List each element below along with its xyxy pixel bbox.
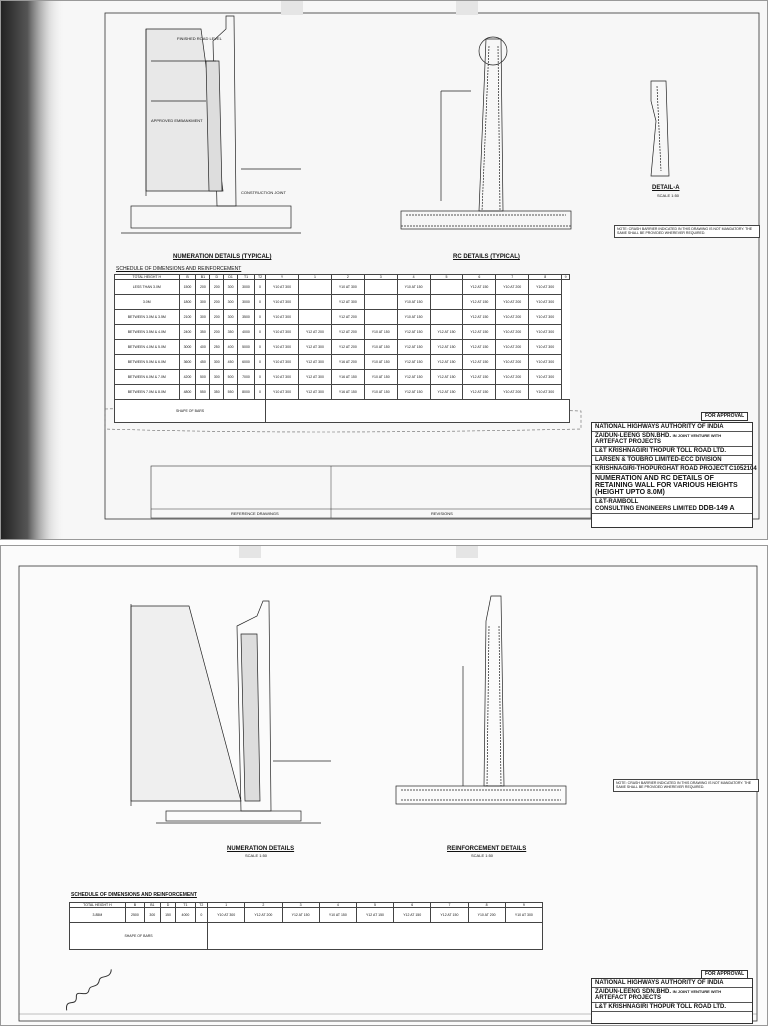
- schedule-cell: Y12 AT 150: [463, 340, 496, 355]
- schedule-cell: Y12 AT 200: [331, 340, 364, 355]
- schedule-cell: Y12 AT 150: [282, 908, 319, 923]
- sheet2-schedule-title: SCHEDULE OF DIMENSIONS AND REINFORCEMENT: [71, 892, 197, 898]
- schedule-cell: Y10 AT 300: [266, 310, 299, 325]
- detail-a-scale: SCALE 1:50: [657, 193, 680, 198]
- schedule-cell: Y10 AT 150: [397, 310, 430, 325]
- schedule-cell: 500: [196, 370, 210, 385]
- schedule-header-cell: 8: [468, 903, 505, 908]
- schedule-header-cell: 7: [496, 275, 529, 280]
- sheet1-shape-of-bars-label: SHAPE OF BARS: [115, 400, 266, 423]
- schedule-header-cell: 6: [394, 903, 431, 908]
- owner-name: NATIONAL HIGHWAYS AUTHORITY OF INDIA: [592, 423, 752, 432]
- schedule-cell: Y10 AT 300: [505, 908, 542, 923]
- schedule-cell: Y10 AT 200: [496, 355, 529, 370]
- sheet2-consultant-row: [592, 988, 752, 1003]
- schedule-header-cell: Y: [266, 275, 299, 280]
- schedule-cell: 3000: [238, 280, 255, 295]
- schedule-header-cell: TOTAL HEIGHT H: [70, 903, 126, 908]
- schedule-cell: Y10 AT 150: [364, 370, 397, 385]
- schedule-cell: 6000: [238, 355, 255, 370]
- schedule-header-cell: B: [125, 903, 144, 908]
- joint-venture-note: IN JOINT VENTURE WITH: [672, 433, 722, 438]
- schedule-header-cell: 9: [562, 275, 570, 280]
- project-name: KRISHNAGIRI-THOPURGHAT ROAD PROJECT: [595, 466, 728, 472]
- schedule-row: [115, 325, 570, 340]
- schedule-cell: 200: [196, 280, 210, 295]
- contractor-name: LARSEN & TOUBRO LIMITED-ECC DIVISION: [592, 456, 752, 465]
- schedule-cell: Y10 AT 200: [496, 295, 529, 310]
- schedule-cell: 450: [196, 355, 210, 370]
- schedule-cell: Y12 AT 150: [397, 355, 430, 370]
- schedule-cell: Y10 AT 300: [529, 370, 562, 385]
- designer-line-1: L&T-RAMBOLL: [595, 499, 639, 505]
- schedule-cell: Y10 AT 300: [266, 295, 299, 310]
- sheet2-shape-of-bars-label: SHAPE OF BARS: [70, 923, 208, 950]
- schedule-cell: Y12 AT 150: [463, 310, 496, 325]
- schedule-cell: Y10 AT 150: [397, 280, 430, 295]
- schedule-cell: 8000: [238, 385, 255, 400]
- schedule-cell: Y10 AT 300: [529, 340, 562, 355]
- schedule-header-cell: 1: [298, 275, 331, 280]
- schedule-header-cell: B1: [144, 903, 160, 908]
- schedule-cell: 3000: [179, 340, 196, 355]
- schedule-cell: Y12 AT 150: [463, 370, 496, 385]
- schedule-cell: Y12 AT 150: [397, 370, 430, 385]
- project-row: [592, 465, 757, 474]
- schedule-cell: Y10 AT 300: [529, 295, 562, 310]
- sheet2-approval-stamp: FOR APPROVAL: [701, 970, 748, 979]
- schedule-cell: Y10 AT 200: [496, 340, 529, 355]
- schedule-cell: [430, 280, 463, 295]
- sheet1-approval-stamp: FOR APPROVAL: [701, 412, 748, 421]
- schedule-cell: Y12 AT 200: [298, 325, 331, 340]
- sheet1-rc-title: RC DETAILS (TYPICAL): [453, 254, 520, 260]
- schedule-cell: 550: [196, 385, 210, 400]
- schedule-cell: Y12 AT 150: [394, 908, 431, 923]
- schedule-header-cell: B: [179, 275, 196, 280]
- schedule-header-cell: 2: [331, 275, 364, 280]
- schedule-cell: Y12 AT 150: [397, 325, 430, 340]
- drawing-title-line-2: RETAINING WALL FOR VARIOUS HEIGHTS: [595, 482, 738, 489]
- schedule-row: [115, 385, 570, 400]
- schedule-cell: LESS THAN 3.0M: [115, 280, 180, 295]
- schedule-cell: BETWEEN 4.0M & 5.0M: [115, 340, 180, 355]
- schedule-cell: Y16 AT 200: [331, 355, 364, 370]
- schedule-cell: Y10 AT 300: [266, 355, 299, 370]
- schedule-cell: [364, 295, 397, 310]
- drawing-title-line-3: (HEIGHT UPTO 8.0M): [595, 489, 665, 496]
- schedule-header-cell: 3: [282, 903, 319, 908]
- schedule-cell: 2100: [179, 310, 196, 325]
- schedule-header-cell: 4: [397, 275, 430, 280]
- schedule-header-cell: 5: [430, 275, 463, 280]
- drawing-title-line-1: NUMERATION AND RC DETAILS OF: [595, 475, 714, 482]
- sheet2-reinforcement-title: REINFORCEMENT DETAILS: [447, 846, 527, 852]
- schedule-cell: Y12 AT 300: [298, 355, 331, 370]
- schedule-cell: 250: [210, 340, 224, 355]
- schedule-cell: Y10 AT 150: [364, 325, 397, 340]
- schedule-header-cell: T2: [195, 903, 208, 908]
- schedule-cell: 200: [210, 310, 224, 325]
- schedule-cell: Y12 AT 150: [463, 325, 496, 340]
- schedule-cell: 4800: [179, 385, 196, 400]
- detail-a-title: DETAIL-A: [652, 185, 680, 191]
- schedule-cell: Y12 AT 300: [298, 385, 331, 400]
- schedule-cell: Y10 AT 300: [529, 280, 562, 295]
- schedule-cell: Y10 AT 200: [496, 325, 529, 340]
- sheet1-title-block: [591, 422, 757, 528]
- schedule-cell: Y12 AT 150: [463, 385, 496, 400]
- schedule-cell: 200: [210, 295, 224, 310]
- schedule-cell: 300: [224, 295, 238, 310]
- schedule-cell: 200: [210, 325, 224, 340]
- schedule-cell: Y12 AT 150: [430, 370, 463, 385]
- schedule-cell: 7000: [238, 370, 255, 385]
- schedule-cell: Y10 AT 300: [266, 370, 299, 385]
- schedule-header-cell: 2: [245, 903, 282, 908]
- drawing-title: [592, 474, 752, 498]
- schedule-cell: 4000: [238, 325, 255, 340]
- sheet2-artefact-name: ARTEFACT PROJECTS: [595, 995, 662, 1001]
- sheet2-numeration-scale: SCALE 1:50: [245, 853, 268, 858]
- schedule-cell: [364, 280, 397, 295]
- schedule-cell: 5000: [238, 340, 255, 355]
- schedule-row: [115, 355, 570, 370]
- artefact-name: ARTEFACT PROJECTS: [595, 439, 662, 445]
- schedule-cell: 0: [254, 325, 265, 340]
- schedule-cell: 2400: [179, 325, 196, 340]
- drawing-sheet-2: [0, 545, 768, 1026]
- schedule-cell: Y12 AT 150: [431, 908, 468, 923]
- schedule-header-cell: 3: [364, 275, 397, 280]
- schedule-cell: Y10 AT 300: [266, 340, 299, 355]
- schedule-cell: Y16 AT 150: [331, 370, 364, 385]
- sheet2-title-block: [591, 978, 753, 1024]
- schedule-cell: 450: [224, 355, 238, 370]
- schedule-cell: 0: [254, 280, 265, 295]
- schedule-header-cell: B1: [196, 275, 210, 280]
- schedule-cell: Y12 AT 200: [331, 325, 364, 340]
- schedule-cell: Y10 AT 300: [331, 280, 364, 295]
- schedule-cell: Y10 AT 300: [266, 325, 299, 340]
- schedule-cell: 0: [254, 295, 265, 310]
- sheet1-numeration-title: NUMERATION DETAILS (TYPICAL): [173, 254, 272, 260]
- schedule-cell: Y10 AT 300: [266, 385, 299, 400]
- schedule-cell: 3500: [238, 310, 255, 325]
- schedule-cell: 0: [254, 340, 265, 355]
- schedule-cell: Y12 AT 200: [331, 310, 364, 325]
- schedule-cell: 3600: [179, 355, 196, 370]
- schedule-cell: 400: [224, 340, 238, 355]
- schedule-cell: BETWEEN 7.0M & 8.0M: [115, 385, 180, 400]
- schedule-cell: 3.0M: [115, 295, 180, 310]
- schedule-cell: 350: [196, 325, 210, 340]
- concessionaire-name: L&T KRISHNAGIRI THOPUR TOLL ROAD LTD.: [592, 447, 752, 456]
- sheet2-joint-venture-note: IN JOINT VENTURE WITH: [672, 989, 722, 994]
- schedule-cell: Y12 AT 150: [397, 340, 430, 355]
- schedule-cell: 0: [254, 355, 265, 370]
- schedule-row: [115, 280, 570, 295]
- schedule-header-cell: 5: [356, 903, 393, 908]
- designer-line-2: CONSULTING ENGINEERS LIMITED: [595, 506, 697, 512]
- schedule-cell: 400: [196, 340, 210, 355]
- schedule-header-cell: D1: [224, 275, 238, 280]
- schedule-cell: 0: [254, 370, 265, 385]
- schedule-cell: Y10 AT 300: [208, 908, 245, 923]
- schedule-header-cell: 9: [505, 903, 542, 908]
- construction-joint-label: CONSTRUCTION JOINT: [241, 190, 286, 195]
- schedule-cell: 500: [224, 370, 238, 385]
- schedule-cell: 350: [224, 325, 238, 340]
- schedule-header-cell: 7: [431, 903, 468, 908]
- schedule-cell: Y10 AT 300: [529, 325, 562, 340]
- schedule-cell: 300: [196, 310, 210, 325]
- schedule-row: [115, 340, 570, 355]
- schedule-cell: Y10 AT 150: [364, 340, 397, 355]
- schedule-cell: Y10 AT 150: [364, 385, 397, 400]
- schedule-cell: 300: [144, 908, 160, 923]
- schedule-cell: 0: [254, 310, 265, 325]
- schedule-header-cell: D: [160, 903, 176, 908]
- schedule-header-cell: 6: [463, 275, 496, 280]
- schedule-cell: Y12 AT 150: [463, 295, 496, 310]
- schedule-header-cell: 4: [319, 903, 356, 908]
- schedule-cell: Y10 AT 200: [496, 280, 529, 295]
- drawing-number: DDB-149 A: [698, 505, 735, 512]
- schedule-cell: Y16 AT 150: [331, 385, 364, 400]
- schedule-cell: [298, 280, 331, 295]
- schedule-cell: 300: [210, 355, 224, 370]
- sheet2-numeration-title: NUMERATION DETAILS: [227, 846, 295, 852]
- schedule-cell: Y10 AT 150: [397, 295, 430, 310]
- schedule-cell: Y10 AT 150: [319, 908, 356, 923]
- schedule-cell: 1800: [179, 295, 196, 310]
- schedule-header-cell: D: [210, 275, 224, 280]
- consultant-row: [592, 432, 752, 447]
- sheet2-consultant-name: ZAIDUN-LEENG SDN.BHD.: [595, 989, 671, 995]
- schedule-cell: Y12 AT 300: [298, 370, 331, 385]
- schedule-cell: [364, 310, 397, 325]
- schedule-cell: BETWEEN 3.0M & 3.5M: [115, 310, 180, 325]
- schedule-cell: Y10 AT 300: [529, 310, 562, 325]
- schedule-cell: Y10 AT 300: [529, 355, 562, 370]
- schedule-header-cell: 8: [529, 275, 562, 280]
- schedule-header-cell: T1: [176, 903, 195, 908]
- revisions-label: REVISIONS: [431, 511, 453, 516]
- finished-road-level-label: FINISHED ROAD LEVEL: [177, 36, 222, 41]
- schedule-row: [115, 295, 570, 310]
- schedule-cell: 0: [195, 908, 208, 923]
- sheet2-concessionaire-name: L&T KRISHNAGIRI THOPUR TOLL ROAD LTD.: [592, 1003, 752, 1012]
- sheet2-owner-name: NATIONAL HIGHWAYS AUTHORITY OF INDIA: [592, 979, 752, 988]
- schedule-cell: Y10 AT 200: [468, 908, 505, 923]
- sheet1-schedule-title: SCHEDULE OF DIMENSIONS AND REINFORCEMENT: [116, 266, 242, 272]
- schedule-cell: Y10 AT 200: [496, 310, 529, 325]
- schedule-cell: Y12 AT 150: [430, 355, 463, 370]
- schedule-header-cell: T1: [238, 275, 255, 280]
- schedule-cell: Y12 AT 150: [463, 280, 496, 295]
- schedule-cell: Y12 AT 150: [430, 340, 463, 355]
- schedule-header-cell: T2: [254, 275, 265, 280]
- schedule-cell: [430, 310, 463, 325]
- schedule-cell: Y10 AT 200: [496, 370, 529, 385]
- schedule-row: [115, 310, 570, 325]
- sheet1-schedule-table: [114, 274, 570, 423]
- approved-embankment-label: APPROVED EMBANKMENT: [151, 118, 203, 123]
- sheet1-note: NOTE: CRASH BARRIER INDICATED IN THIS DRAWING IS NOT MANDATORY. THE SAME SHALL BE PROVIDED WHEREVER REQUIRED.: [614, 225, 760, 238]
- schedule-cell: 4000: [176, 908, 195, 923]
- schedule-cell: 0: [254, 385, 265, 400]
- schedule-cell: BETWEEN 3.5M & 4.0M: [115, 325, 180, 340]
- schedule-cell: Y12 AT 150: [430, 385, 463, 400]
- sheet2-reinforcement-scale: SCALE 1:50: [471, 853, 494, 858]
- schedule-cell: Y12 AT 300: [298, 340, 331, 355]
- schedule-cell: 3000: [238, 295, 255, 310]
- schedule-cell: 550: [224, 385, 238, 400]
- schedule-cell: Y12 AT 200: [245, 908, 282, 923]
- schedule-cell: Y12 AT 300: [331, 295, 364, 310]
- schedule-cell: 200: [210, 280, 224, 295]
- schedule-header-cell: 1: [208, 903, 245, 908]
- schedule-row: [115, 370, 570, 385]
- schedule-cell: BETWEEN 6.0M & 7.0M: [115, 370, 180, 385]
- schedule-cell: 300: [196, 295, 210, 310]
- schedule-cell: Y10 AT 200: [496, 385, 529, 400]
- sheet2-note: NOTE: CRASH BARRIER INDICATED IN THIS DRAWING IS NOT MANDATORY. THE SAME SHALL BE PROVIDED WHEREVER REQUIRED.: [613, 779, 759, 792]
- schedule-cell: 2500: [125, 908, 144, 923]
- schedule-cell: 350: [210, 385, 224, 400]
- schedule-cell: 300: [210, 370, 224, 385]
- schedule-cell: [430, 295, 463, 310]
- schedule-cell: [298, 310, 331, 325]
- designer-row: [592, 498, 752, 514]
- schedule-cell: 3.85M: [70, 908, 126, 923]
- schedule-cell: Y12 AT 150: [430, 325, 463, 340]
- schedule-cell: Y10 AT 300: [529, 385, 562, 400]
- schedule-cell: 1500: [179, 280, 196, 295]
- schedule-cell: Y12 AT 150: [463, 355, 496, 370]
- schedule-cell: Y12 AT 150: [397, 385, 430, 400]
- schedule-cell: Y10 AT 300: [266, 280, 299, 295]
- reference-drawings-label: REFERENCE DRAWINGS: [231, 511, 279, 516]
- schedule-cell: BETWEEN 5.0M & 6.0M: [115, 355, 180, 370]
- schedule-cell: 4200: [179, 370, 196, 385]
- schedule-cell: [298, 295, 331, 310]
- schedule-cell: Y12 AT 150: [356, 908, 393, 923]
- consultant-name: ZAIDUN-LEENG SDN.BHD.: [595, 433, 671, 439]
- schedule-cell: 150: [160, 908, 176, 923]
- project-number: C1052104: [729, 466, 757, 472]
- schedule-cell: Y10 AT 150: [364, 355, 397, 370]
- schedule-cell: 300: [224, 310, 238, 325]
- schedule-cell: 300: [224, 280, 238, 295]
- sheet2-schedule-table: [69, 902, 543, 950]
- schedule-header-cell: TOTAL HEIGHT H: [115, 275, 180, 280]
